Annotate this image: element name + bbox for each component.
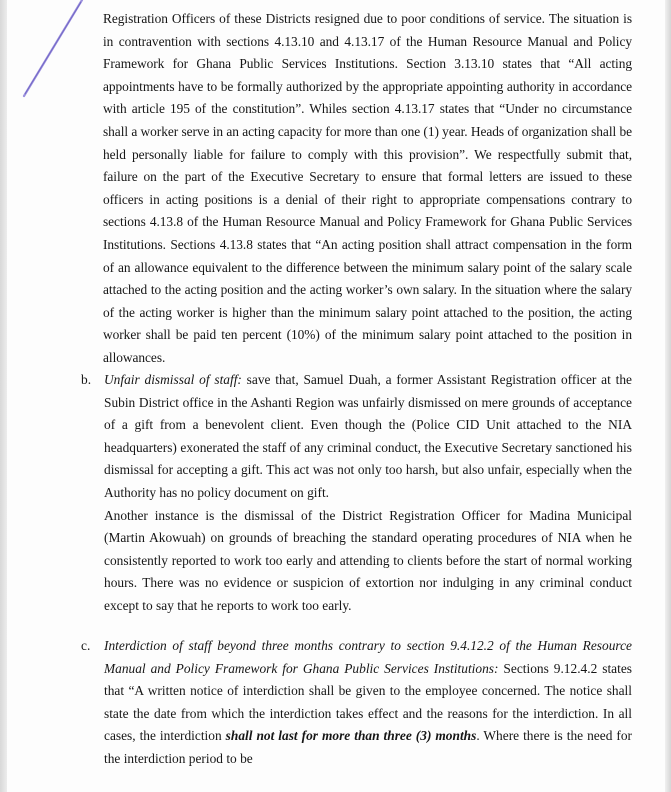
- item-text: save that, Samuel Duah, a former Assistant Registration officer at the Subin District office in the Ashanti Region was unfairly dismissed on mere grounds of acceptance of a gift from a benevolent client. Even though the (Police CID Unit attached to the NIA headquarters) exonerated the staff of any criminal conduct, the Executive Secretary sanctioned his dismissal for accepting a gift. This act was not only too harsh, but also unfair, especially when the Authority has no policy document on gift.: [104, 372, 632, 500]
- list-item-c: [81, 635, 632, 771]
- list-item-body: [104, 369, 632, 618]
- page-right-shadow: [665, 0, 671, 792]
- item-heading: Unfair dismissal of staff:: [104, 372, 242, 387]
- item-continuation: Another instance is the dismissal of the District Registration Officer for Madina Municipal (Martin Akowuah) on grounds of breaching the standard operating procedures of NIA when he consistently reported to work too early and attending to clients before the start of normal working hours. There was no evidence or suspicion of extortion nor indulging in any criminal conduct except to say that he reports to work too early.: [104, 507, 632, 613]
- intro-paragraph-text: Registration Officers of these Districts resigned due to poor conditions of service. The situation is in contravention with sections 4.13.10 and 4.13.17 of the Human Resource Manual and Policy Framework for Ghana Public Services Institutions. Section 3.13.10 states that “All acting appointments have to be formally authorized by the appropriate appointing authority in accordance with article 195 of the constitution”. Whiles section 4.13.17 states that “Under no circumstance shall a worker serve in an acting capacity for more than one (1) year. Heads of organization shall be held personally liable for failure to comply with this provision”. We respectfully submit that, failure on the part of the Executive Secretary to ensure that formal letters are issued to these officers in acting positions is a denial of their right to appropriate compensations contrary to sections 4.13.8 of the Human Resource Manual and Policy Framework for Ghana Public Services Institutions. Sections 4.13.8 states that “An acting position shall attract compensation in the form of an allowance equivalent to the difference between the minimum salary point of the salary scale attached to the acting position and the acting worker’s own salary. In the situation where the salary of the acting worker is higher than the minimum salary point attached to the position, the acting worker shall be paid ten percent (10%) of the minimum salary point attached to the position in allowances.: [103, 11, 633, 365]
- intro-paragraph: [103, 8, 632, 370]
- item-text-end: . Where there is the need for the interdiction period to be: [104, 728, 632, 766]
- list-item-body: [104, 635, 632, 771]
- item-heading: Interdiction of staff beyond three months contrary to section 9.4.12.2 of the Human Resource Manual and Policy Framework for Ghana Public Services Institutions:: [104, 638, 632, 676]
- item-text: Sections 9.12.4.2 states that “A written notice of interdiction shall be given to the employee concerned. The notice shall state the date from which the interdiction takes effect and the reasons for the interdiction. In all cases, the interdiction: [104, 660, 632, 744]
- page-left-shadow: [0, 0, 7, 792]
- item-emphasis: shall not last for more than three (3) months: [225, 728, 477, 744]
- list-marker: c.: [81, 638, 91, 653]
- pen-stroke-annotation: [18, 0, 88, 100]
- list-marker: b.: [81, 372, 92, 387]
- list-item-b: [81, 369, 632, 618]
